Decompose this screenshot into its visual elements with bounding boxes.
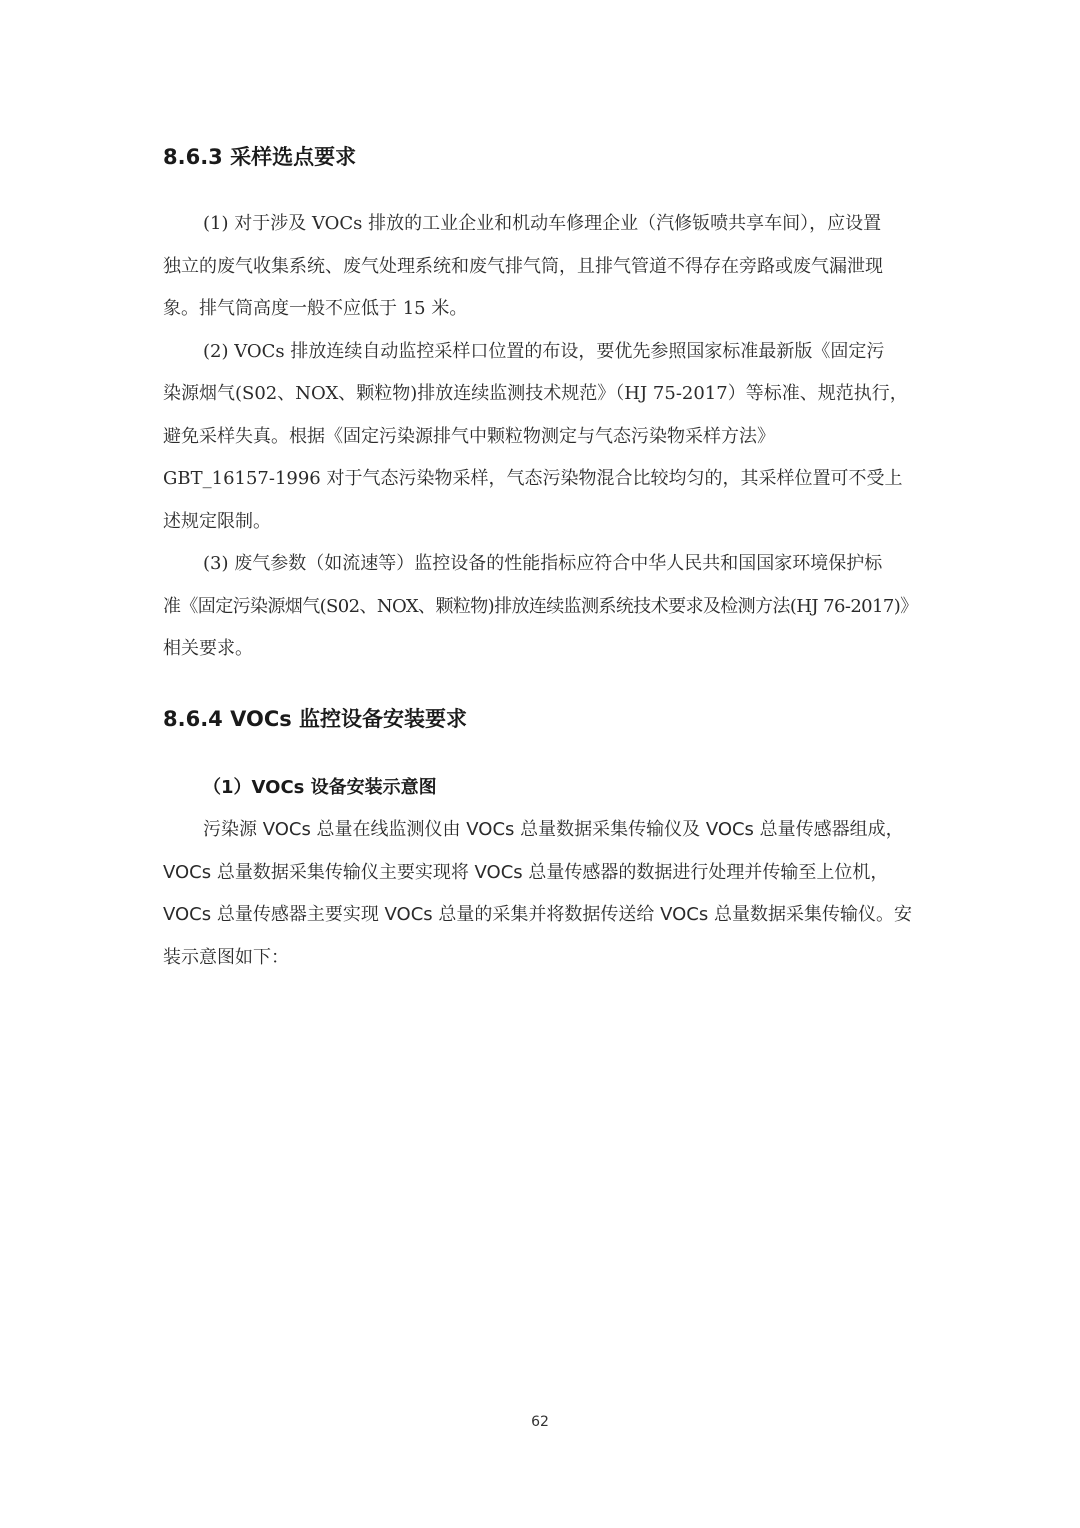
section-heading-8-6-3: 8.6.3 采样选点要求: [163, 145, 357, 169]
subsection-heading-1: （1）VOCs 设备安装示意图: [203, 777, 437, 798]
paragraph-2-line-2: 染源烟气(S02、NOX、颗粒物)排放连续监测技术规范》（HJ 75-2017）等标准、规范执行，: [163, 383, 908, 404]
paragraph-3-line-1: (3) 废气参数（如流速等）监控设备的性能指标应符合中华人民共和国国家环境保护标: [203, 553, 883, 574]
paragraph-2-line-3: 避免采样失真。根据《固定污染源排气中颗粒物测定与气态污染物采样方法》: [163, 426, 775, 447]
paragraph-2-line-4: GBT_16157-1996 对于气态污染物采样，气态污染物混合比较均匀的，其采样位置可不受上: [163, 468, 903, 489]
paragraph-2-line-5: 述规定限制。: [163, 511, 271, 532]
paragraph-1-line-1: (1) 对于涉及 VOCs 排放的工业企业和机动车修理企业（汽修钣喷共享车间），应设置: [203, 213, 882, 234]
page-number: 62: [531, 1414, 549, 1430]
paragraph-2-line-1: (2) VOCs 排放连续自动监控采样口位置的布设，要优先参照国家标准最新版《固定污: [203, 341, 885, 362]
paragraph-1-line-3: 象。排气筒高度一般不应低于 15 米。: [163, 298, 468, 319]
paragraph-4-line-1: 污染源 VOCs 总量在线监测仪由 VOCs 总量数据采集传输仪及 VOCs 总量传感器组成，: [203, 819, 904, 840]
paragraph-4-line-4: 装示意图如下：: [163, 947, 289, 968]
section-heading-8-6-4: 8.6.4 VOCs 监控设备安装要求: [163, 707, 468, 731]
paragraph-4-line-3: VOCs 总量传感器主要实现 VOCs 总量的采集并将数据传送给 VOCs 总量数据采集传输仪。安: [163, 904, 912, 925]
paragraph-4-line-2: VOCs 总量数据采集传输仪主要实现将 VOCs 总量传感器的数据进行处理并传输至上位机，: [163, 862, 889, 883]
paragraph-1-line-2: 独立的废气收集系统、废气处理系统和废气排气筒，且排气管道不得存在旁路或废气漏泄现: [163, 256, 883, 277]
paragraph-3-line-2: 准《固定污染源烟气(S02、NOX、颗粒物)排放连续监测系统技术要求及检测方法(HJ 76-2017)》: [163, 596, 918, 617]
paragraph-3-line-3: 相关要求。: [163, 638, 253, 659]
